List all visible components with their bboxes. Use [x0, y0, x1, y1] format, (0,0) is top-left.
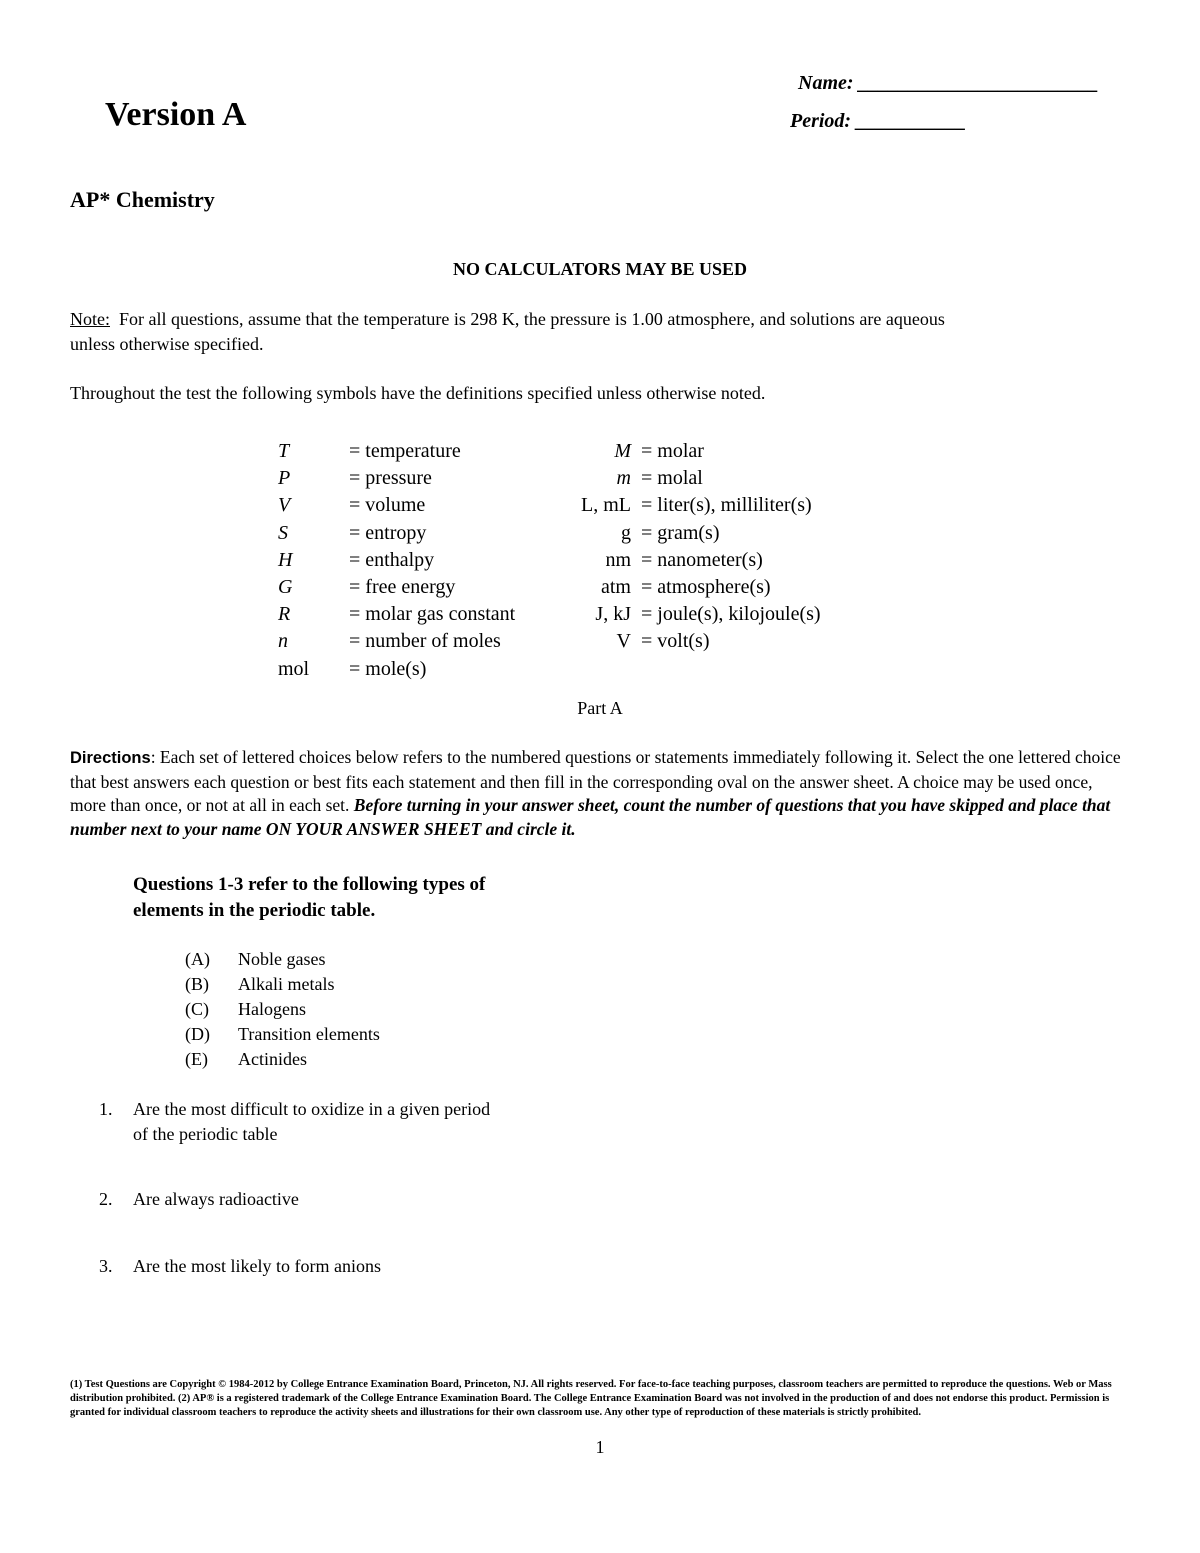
directions-emphasis: Before turning in your answer sheet, count the number of questions that you have skipped and place that number next to your name ON YOUR ANSWER SHEET and circle it. [70, 795, 1111, 839]
symbol-left-6: G [278, 576, 293, 598]
question-text-3: Are the most likely to form anions [133, 1256, 381, 1276]
symbol-left-5: H [278, 548, 293, 571]
subject-heading: AP* Chemistry [70, 187, 215, 212]
symbol-right-8: V [616, 630, 631, 653]
symbol-right-2: m [616, 467, 631, 490]
symbol-right-def-5: = nanometer(s) [641, 548, 763, 571]
choice-letter-3: (C) [185, 999, 209, 1019]
symbol-left-7: R [278, 603, 291, 626]
question-number-1: 1. [99, 1099, 113, 1119]
symbol-left-def-3: = volume [349, 494, 426, 517]
name-field-label: Name: ________________________ [798, 72, 1099, 94]
symbol-left-def-6: = free energy [349, 576, 456, 598]
choice-text-5: Actinides [238, 1049, 307, 1069]
symbol-left-4: S [278, 521, 288, 544]
symbol-left-1: T [278, 440, 290, 462]
note-line-1 [70, 309, 945, 330]
symbol-right-def-8: = volt(s) [641, 630, 710, 653]
symbol-left-2: P [278, 467, 291, 490]
symbol-left-3: V [278, 494, 291, 517]
question-text-1: Are the most difficult to oxidize in a given period [133, 1099, 491, 1119]
symbol-left-def-2: = pressure [349, 467, 432, 490]
page-number: 1 [595, 1437, 605, 1457]
symbol-right-def-2: = molal [641, 467, 703, 490]
symbol-left-def-9: = mole(s) [349, 657, 427, 680]
note-text-1: For all questions, assume that the temperature is 298 K, the pressure is 1.00 atmosphere, and solutions are aqueous [119, 309, 945, 329]
symbol-left-def-5: = enthalpy [349, 548, 435, 571]
directions-label: Directions [70, 749, 151, 767]
directions-paragraph [70, 746, 1122, 841]
question-number-2: 2. [99, 1189, 113, 1209]
symbol-right-5: nm [605, 548, 631, 571]
symbol-right-def-3: = liter(s), milliliter(s) [641, 494, 812, 517]
directions-text: : Each set of lettered choices below refers to the numbered questions or statements immediately following it. Select the one lettered choice that best answers each question or best fits each statement and then fill in the corresponding oval on the answer sheet. A choice may be used once, more than once, or not at all in each set. [70, 747, 1121, 815]
question-set-heading-1: Questions 1-3 refer to the following types of [133, 874, 486, 895]
choice-text-1: Noble gases [238, 949, 326, 969]
choice-text-4: Transition elements [238, 1024, 380, 1044]
symbol-right-def-1: = molar [641, 440, 704, 462]
symbols-intro: Throughout the test the following symbols have the definitions specified unless otherwise noted. [70, 383, 766, 403]
copyright-footer: (1) Test Questions are Copyright © 1984-2012 by College Entrance Examination Board, Princeton, NJ. All rights reserved. For face-to-face teaching purposes, classroom teachers are permitted to reproduce the questions. Web or Mass distribution prohibited. (2) AP® is a registered trademark of the College Entrance Examination Board. The College Entrance Examination Board was not involved in the production of and does not endorse this product. Permission is granted for individual classroom teachers to reproduce the activity sheets and illustrations for their own classroom use. Any other type of reproduction of these materials is strictly prohibited. [70, 1379, 1112, 1418]
symbol-left-9: mol [278, 657, 310, 680]
question-text-2: Are always radioactive [133, 1189, 299, 1209]
symbol-left-def-1: = temperature [349, 440, 461, 462]
symbol-left-def-7: = molar gas constant [349, 603, 516, 626]
note-label: Note: [70, 309, 110, 329]
symbol-right-def-7: = joule(s), kilojoule(s) [641, 603, 821, 626]
part-heading: Part A [577, 698, 623, 718]
symbol-right-def-6: = atmosphere(s) [641, 576, 771, 598]
symbol-right-def-4: = gram(s) [641, 521, 720, 544]
symbol-right-4: g [621, 521, 631, 544]
symbol-right-1: M [614, 440, 631, 462]
choice-letter-4: (D) [185, 1024, 210, 1044]
symbol-left-8: n [278, 630, 288, 653]
question-number-3: 3. [99, 1256, 113, 1276]
no-calculators-notice: NO CALCULATORS MAY BE USED [452, 259, 748, 279]
choice-text-2: Alkali metals [238, 974, 335, 994]
symbol-right-7: J, kJ [595, 603, 631, 626]
choice-letter-1: (A) [185, 949, 210, 969]
symbol-left-def-8: = number of moles [349, 630, 501, 653]
choice-letter-5: (E) [185, 1049, 208, 1069]
symbol-right-6: atm [601, 576, 631, 598]
choice-letter-2: (B) [185, 974, 209, 994]
choice-text-3: Halogens [238, 999, 306, 1019]
version-title: Version A [105, 96, 247, 133]
question-set-heading-2: elements in the periodic table. [133, 900, 376, 921]
period-field-label: Period: ___________ [790, 110, 967, 132]
note-line-2: unless otherwise specified. [70, 334, 264, 354]
symbol-left-def-4: = entropy [349, 521, 427, 544]
symbol-right-3: L, mL [581, 494, 631, 517]
question-text-cont-1: of the periodic table [133, 1124, 278, 1144]
